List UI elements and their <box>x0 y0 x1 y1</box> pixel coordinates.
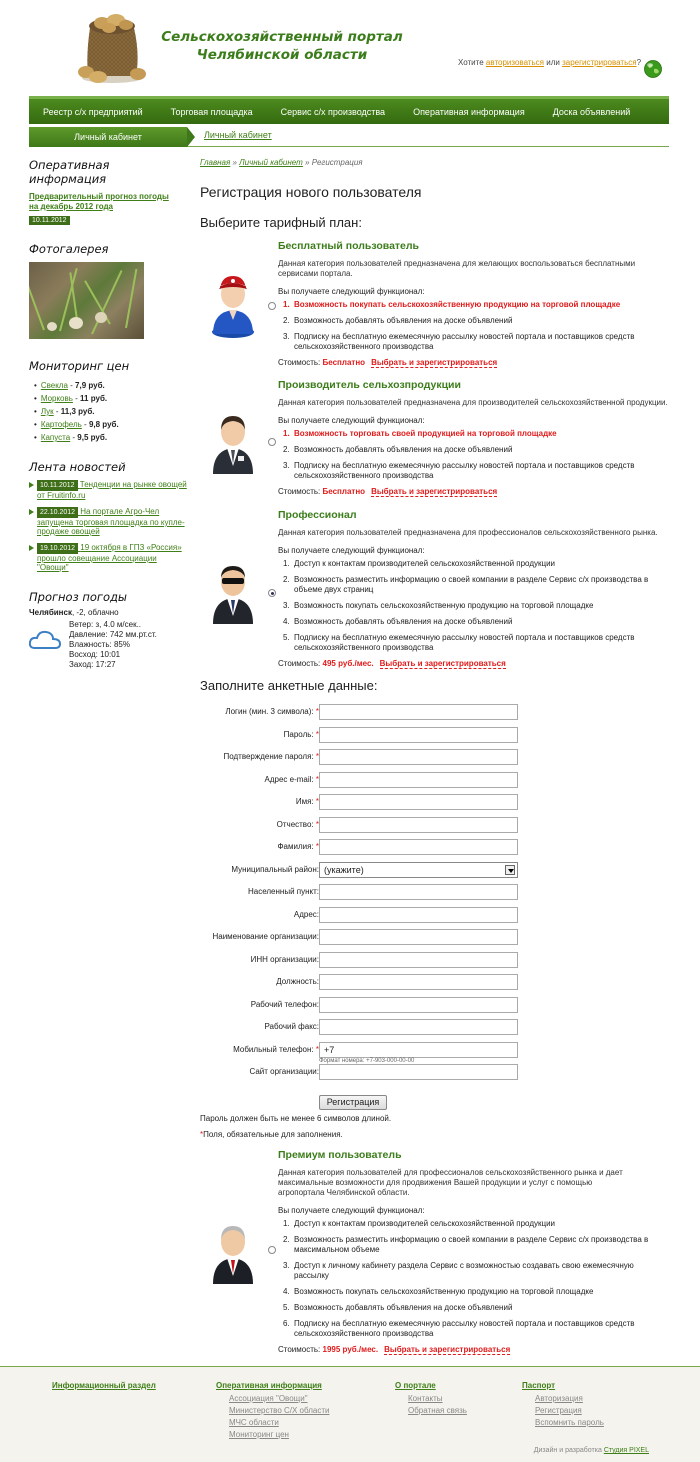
footer-heading[interactable]: О портале <box>395 1381 436 1390</box>
menu-item-trade[interactable]: Торговая площадка <box>170 106 253 117</box>
chevron-down-icon <box>505 865 515 875</box>
plan-premium <box>278 1149 670 1354</box>
footer-col-info <box>52 1381 156 1390</box>
login-link[interactable]: авторизоваться <box>485 58 545 67</box>
breadcrumb: Главная » Личный кабинет » Регистрация <box>200 158 363 167</box>
plan-cost: Стоимость: 1995 руб./мес. Выбрать и зарегистрироваться <box>278 1345 511 1354</box>
footer-link[interactable]: Регистрация <box>535 1406 582 1415</box>
footer-heading[interactable]: Оперативная информация <box>216 1381 322 1390</box>
form-field-label: Имя: * <box>295 797 319 806</box>
list-item: • Картофель - 9,8 руб. <box>29 418 189 431</box>
plan-title: Бесплатный пользователь <box>278 240 420 252</box>
list-item: 3. Подписку на бесплатную ежемесячную рассылку новостей портала и поставщиков средств сельскохозяйственного производства <box>283 461 635 480</box>
menu-item-service[interactable]: Сервис с/х производства <box>280 106 386 117</box>
list-item: 5. Возможность добавлять объявления на доске объявлений <box>283 1303 513 1312</box>
price-value: 9,8 руб. <box>88 420 119 429</box>
footer-link[interactable]: Обратная связь <box>408 1406 467 1415</box>
price-item-link[interactable]: Лук <box>40 407 54 416</box>
form-input[interactable] <box>319 884 518 900</box>
auth-prefix: Хотите <box>458 58 484 67</box>
credits <box>534 1447 649 1454</box>
footer-heading[interactable]: Информационный раздел <box>52 1381 156 1390</box>
form-input[interactable] <box>319 974 518 990</box>
form-input[interactable] <box>319 1019 518 1035</box>
plan-professional <box>278 509 670 668</box>
plan-features-label: Вы получаете следующий функционал: <box>278 416 425 425</box>
form-row <box>200 862 530 878</box>
form-row <box>200 1019 530 1035</box>
form-row <box>200 839 530 855</box>
form-input[interactable] <box>319 727 518 743</box>
form-row <box>200 1042 530 1058</box>
auth-or: или <box>546 58 560 67</box>
plan-description: Данная категория пользователей для профессионалов сельскохозяйственного рынка и дает максимальные возможности для продвижения Вашей продукции и услуг с помощью агропортала Челябинской области. <box>278 1168 623 1197</box>
footer-link[interactable]: Контакты <box>408 1394 443 1403</box>
form-input[interactable] <box>319 794 518 810</box>
form-field-label: Сайт организации: <box>249 1067 319 1076</box>
arrow-right-icon <box>29 545 34 551</box>
phone-format-hint: Формат номера: +7-903-000-00-00 <box>319 1058 415 1064</box>
site-title-line2: Челябинской области <box>196 47 368 63</box>
list-item: 6. Подписку на бесплатную ежемесячную рассылку новостей портала и поставщиков средств сельскохозяйственного производства <box>283 1319 635 1338</box>
list-item: 2. Возможность разместить информацию о своей компании в разделе Сервис с/х производства в максимальном объеме <box>283 1235 649 1254</box>
form-field-label: Мобильный телефон: * <box>233 1044 319 1054</box>
price-list <box>29 379 189 444</box>
footer-link[interactable]: Мониторинг цен <box>229 1430 289 1439</box>
menu-item-operative[interactable]: Оперативная информация <box>413 106 525 117</box>
plan-cost: Стоимость: Бесплатно Выбрать и зарегистрироваться <box>278 358 498 367</box>
form-row <box>200 929 530 945</box>
list-item: 3. Доступ к личному кабинету раздела Сервис с возможностью создавать свою ежемесячную рассылку <box>283 1261 634 1280</box>
footer-col-passport <box>522 1381 604 1428</box>
sidebar-news-title: Лента новостей <box>29 460 126 474</box>
footer-link[interactable]: Вспомнить пароль <box>535 1418 604 1427</box>
plan-description: Данная категория пользователей предназначена для профессионалов сельскохозяйственного рынка. <box>278 528 658 537</box>
sidebar-weather-title: Прогноз погоды <box>29 590 128 604</box>
plan-cost: Стоимость: Бесплатно Выбрать и зарегистрироваться <box>278 487 498 496</box>
plan-cost: Стоимость: 495 руб./мес. Выбрать и зарегистрироваться <box>278 659 506 668</box>
list-item: 5. Подписку на бесплатную ежемесячную рассылку новостей портала и поставщиков средств сельскохозяйственного производства <box>283 633 635 652</box>
list-item[interactable] <box>29 507 189 536</box>
form-input[interactable] <box>319 704 518 720</box>
form-field-label: Подтверждение пароля: * <box>223 752 319 761</box>
user-avatar-icon <box>211 1216 255 1286</box>
date-badge: 10.11.2012 <box>29 216 70 225</box>
news-link[interactable]: На портале Агро-Чел запущена торговая площадка по купле-продаже овощей <box>37 507 185 536</box>
form-row <box>200 749 530 765</box>
form-row <box>200 907 530 923</box>
weather-summary: , -2, облачно <box>71 608 119 617</box>
form-field-label: Должность: <box>276 977 319 986</box>
form-row <box>200 794 530 810</box>
user-avatar-icon <box>211 406 255 476</box>
select-plan-link[interactable]: Выбрать и зарегистрироваться <box>371 358 498 367</box>
site-header <box>0 0 700 92</box>
form-field-label: Адрес: <box>293 909 319 919</box>
arrow-right-icon <box>29 509 34 515</box>
list-item: 1. Доступ к контактам производителей сельскохозяйственной продукции <box>283 1219 556 1228</box>
price-item-link[interactable]: Морковь <box>40 394 73 403</box>
weather-block <box>29 620 189 672</box>
auth-suffix: ? <box>636 58 642 67</box>
user-avatar-icon <box>211 268 255 338</box>
site-footer <box>0 1366 700 1462</box>
select-plan-link[interactable]: Выбрать и зарегистрироваться <box>371 487 498 496</box>
main-menu <box>29 96 669 124</box>
cloud-icon <box>29 628 61 650</box>
list-item: 3. Возможность покупать сельскохозяйственную продукцию на торговой площадке <box>283 601 594 610</box>
required-note <box>200 1130 343 1139</box>
operative-news-link[interactable]: Предварительный прогноз погоды на декабрь 2012 года <box>29 192 169 211</box>
plan-features-label: Вы получаете следующий функционал: <box>278 1206 425 1215</box>
plan-features <box>278 1219 670 1339</box>
form-field-label: Логин (мин. 3 символа): * <box>225 707 319 716</box>
form-row <box>200 772 530 788</box>
list-item: • Морковь - 11 руб. <box>29 392 189 405</box>
plan-radio-producer[interactable] <box>268 438 276 446</box>
date-badge: 10.11.2012 <box>37 480 78 491</box>
news-link[interactable]: 19 октября в ГПЗ «Россия» прошло совещание Ассоциации "Овощи" <box>37 543 182 572</box>
tariff-heading: Выберите тарифный план: <box>200 215 362 230</box>
list-item[interactable] <box>29 543 189 572</box>
sidebar-gallery-title: Фотогалерея <box>29 242 109 256</box>
credits-prefix: Дизайн и разработка <box>533 1447 602 1454</box>
plan-producer <box>278 379 670 496</box>
credits-link[interactable]: Студия PIXEL <box>603 1447 649 1454</box>
form-input[interactable] <box>319 1064 518 1080</box>
register-link[interactable]: зарегистрироваться <box>562 58 637 67</box>
list-item: 2. Возможность добавлять объявления на доске объявлений <box>283 316 513 325</box>
potato-sack-logo-icon[interactable] <box>76 4 148 84</box>
list-item: 1. Возможность торговать своей продукцией на торговой площадке <box>283 429 557 438</box>
form-field-label: Отчество: * <box>276 819 319 829</box>
form-heading: Заполните анкетные данные: <box>200 678 378 693</box>
list-item: 3. Подписку на бесплатную ежемесячную рассылку новостей портала и поставщиков средств сельскохозяйственного производства <box>283 332 635 351</box>
form-row <box>200 704 530 720</box>
plan-features <box>278 559 670 653</box>
plan-free <box>278 240 670 367</box>
plan-features <box>278 300 670 352</box>
form-field-label: Адрес e-mail: * <box>264 774 319 784</box>
tab-personal-cabinet[interactable]: Личный кабинет <box>29 127 187 147</box>
price-value: 9,5 руб. <box>77 433 108 442</box>
required-star: * <box>200 1130 204 1139</box>
plan-features-label: Вы получаете следующий функционал: <box>278 546 425 555</box>
form-row <box>200 952 530 968</box>
footer-link[interactable]: Министерство С/Х области <box>229 1406 330 1415</box>
form-input[interactable] <box>319 839 518 855</box>
breadcrumb-cabinet[interactable]: Личный кабинет <box>239 158 303 167</box>
list-item: 2. Возможность разместить информацию о своей компании в разделе Сервис с/х производства в объеме двух страниц <box>283 575 649 594</box>
form-row <box>200 727 530 743</box>
form-input[interactable] <box>319 952 518 968</box>
price-value: 11 руб. <box>80 394 108 403</box>
price-value: 11,3 руб. <box>60 407 95 416</box>
weather-line: Заход: 17:27 <box>69 660 116 669</box>
price-item-link[interactable]: Капуста <box>40 433 71 442</box>
form-input[interactable] <box>319 929 518 945</box>
select-plan-link[interactable]: Выбрать и зарегистрироваться <box>384 1345 511 1354</box>
password-note: Пароль должен быть не менее 6 символов длиной. <box>200 1114 392 1123</box>
list-item: 1. Доступ к контактам производителей сельскохозяйственной продукции <box>283 559 556 568</box>
plan-title: Профессионал <box>278 509 357 521</box>
gallery-photo[interactable] <box>29 262 144 339</box>
form-field-label: Муниципальный район: <box>231 864 319 874</box>
menu-item-registry[interactable]: Реестр с/х предприятий <box>43 106 143 117</box>
required-note-text: Поля, обязательные для заполнения. <box>203 1130 343 1139</box>
menu-item-board[interactable]: Доска объявлений <box>552 106 631 117</box>
form-row <box>200 997 530 1013</box>
arrow-right-icon <box>29 482 34 488</box>
select-plan-link[interactable]: Выбрать и зарегистрироваться <box>379 659 506 668</box>
list-item: 4. Возможность покупать сельскохозяйственную продукцию на торговой площадке <box>283 1287 594 1296</box>
footer-link[interactable]: Ассоциация "Овощи" <box>229 1394 308 1403</box>
form-field-label: Фамилия: * <box>277 842 319 851</box>
sub-link-personal-cabinet[interactable]: Личный кабинет <box>204 130 272 140</box>
form-field-label: Рабочий факс: <box>264 1022 319 1031</box>
form-row <box>200 884 530 900</box>
district-select[interactable]: (укажите) <box>319 862 518 878</box>
plan-title: Премиум пользователь <box>278 1149 402 1161</box>
date-badge: 19.10.2012 <box>37 543 78 554</box>
user-avatar-icon <box>211 556 255 626</box>
form-input[interactable] <box>319 749 518 765</box>
form-row <box>200 974 530 990</box>
form-row <box>200 1064 530 1080</box>
weather-city-line <box>29 608 189 617</box>
price-value: 7,9 руб. <box>75 381 105 390</box>
list-item: 4. Возможность добавлять объявления на доске объявлений <box>283 617 513 626</box>
site-title-line1: Сельскохозяйственный портал <box>161 29 403 45</box>
plan-radio-free[interactable] <box>268 302 276 310</box>
plan-radio-premium[interactable] <box>268 1246 276 1254</box>
plan-description: Данная категория пользователей предназначена для производителей сельскохозяйственной продукции. <box>278 398 668 407</box>
form-input[interactable]: +7 <box>319 1042 518 1058</box>
plan-radio-professional[interactable] <box>268 589 276 597</box>
weather-city: Челябинск <box>29 608 72 617</box>
footer-col-operative <box>216 1381 329 1440</box>
list-item[interactable] <box>29 480 189 500</box>
form-field-label: Наименование организации: <box>212 932 319 941</box>
site-title[interactable] <box>152 28 412 64</box>
footer-link[interactable]: Авторизация <box>535 1394 583 1403</box>
list-item: 1. Возможность покупать сельскохозяйственную продукцию на торговой площадке <box>283 300 621 309</box>
page-title: Регистрация нового пользователя <box>200 184 422 200</box>
form-field-label: ИНН организации: <box>250 954 319 964</box>
weather-line: Давление: 742 мм.рт.ст. <box>69 630 157 639</box>
weather-line: Восход: 10:01 <box>69 650 121 659</box>
globe-icon[interactable] <box>644 60 662 78</box>
footer-col-about <box>395 1381 467 1416</box>
plan-title: Производитель сельхозпродукции <box>278 379 461 391</box>
list-item: 2. Возможность добавлять объявления на доске объявлений <box>283 445 513 454</box>
form-field-label: Рабочий телефон: <box>250 999 319 1009</box>
form-field-label: Населенный пункт: <box>247 887 319 896</box>
weather-line: Ветер: з, 4.0 м/сек.. <box>69 620 142 629</box>
register-button[interactable]: Регистрация <box>319 1095 387 1110</box>
weather-line: Влажность: 85% <box>69 640 130 649</box>
sub-menu <box>29 127 669 147</box>
plan-features <box>278 429 670 481</box>
main-content <box>200 158 670 230</box>
breadcrumb-home[interactable]: Главная <box>200 158 231 167</box>
form-input[interactable] <box>319 997 518 1013</box>
list-item: • Лук - 11,3 руб. <box>29 405 189 418</box>
plan-features-label: Вы получаете следующий функционал: <box>278 287 425 296</box>
sidebar-prices-title: Мониторинг цен <box>29 359 130 373</box>
footer-link[interactable]: МЧС области <box>229 1418 279 1427</box>
form-input[interactable] <box>319 907 518 923</box>
news-link[interactable]: Тенденции на рынке овощей от Fruitinfo.ru <box>37 480 187 500</box>
plan-description: Данная категория пользователей предназначена для желающих воспользоваться бесплатными сервисами портала. <box>278 259 636 278</box>
list-item: • Капуста - 9,5 руб. <box>29 431 189 444</box>
form-field-label: Пароль: * <box>283 729 319 739</box>
date-badge: 22.10.2012 <box>37 507 78 518</box>
footer-heading[interactable]: Паспорт <box>522 1381 556 1390</box>
sidebar-operative-title: Оперативная информация <box>29 158 110 186</box>
weather-details <box>69 620 157 670</box>
form-row <box>200 817 530 833</box>
form-input[interactable] <box>319 817 518 833</box>
auth-prompt <box>458 58 641 67</box>
price-item-link[interactable]: Картофель <box>40 420 82 429</box>
form-input[interactable] <box>319 772 518 788</box>
sidebar <box>29 158 189 672</box>
list-item: • Свекла - 7,9 руб. <box>29 379 189 392</box>
price-item-link[interactable]: Свекла <box>40 381 68 390</box>
breadcrumb-current: Регистрация <box>311 158 363 167</box>
